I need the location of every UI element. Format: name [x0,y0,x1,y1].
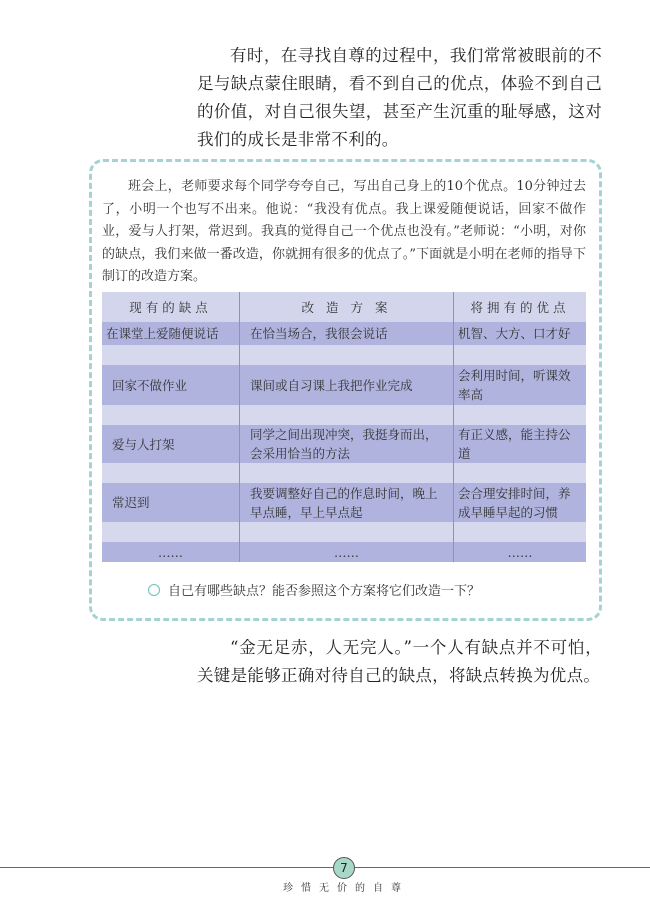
table-row [102,322,586,345]
table-cell: …… [240,542,454,562]
table-spacer [102,405,586,425]
table-cell: 机智、大方、口才好 [458,326,571,341]
table-row [102,365,586,405]
table-cell: 会合理安排时间，养成早睡早起的习惯 [458,485,571,520]
table-cell: 在课堂上爱随便说话 [102,322,240,345]
table-row [102,483,586,522]
header-cell: 改 造 方 案 [240,292,454,322]
question-text: 自己有哪些缺点？能否参照这个方案将它们改造一下？ [168,584,481,599]
table-cell: 回家不做作业 [102,365,240,405]
header-cell: 将拥有的优点 [470,299,570,315]
table-spacer [102,463,586,483]
table-spacer [102,345,586,365]
table-header-row [102,292,586,322]
conclusion-text: “金无足赤，人无完人。”一个人有缺点并不可怕，关键是能够正确对待自己的缺点，将缺点转换为优点。 [197,638,602,685]
table-row [102,425,586,463]
improvement-plan-table [102,292,586,562]
circle-bullet-icon [148,584,160,596]
story-text: 班会上，老师要求每个同学夸夸自己，写出自己身上的10个优点。10分钟过去了，小明一个也写不出来。他说：“我没有优点。我上课爱随便说话，回家不做作业，爱与人打架，常迟到。我真的觉得自己一个优点也没有。”老师说：“小明，对你的缺点，我们来做一番改造，你就拥有很多的优点了。”下面就是小明在老师的指导下制订的改造方案。 [102,179,586,284]
header-cell: 现有的缺点 [102,292,240,322]
table-cell: …… [507,544,533,560]
intro-paragraph [197,42,602,154]
intro-text: 有时，在寻找自尊的过程中，我们常常被眼前的不足与缺点蒙住眼睛，看不到自己的优点，体验不到自己的价值，对自己很失望，甚至产生沉重的耻辱感，这对我们的成长是非常不利的。 [197,46,602,149]
table-cell: 爱与人打架 [102,425,240,463]
table-cell: 会利用时间，听课效率高 [458,368,571,402]
table-cell: 同学之间出现冲突，我挺身而出，会采用恰当的方法 [240,425,454,463]
table-cell: …… [102,542,240,562]
footer-divider [0,867,650,868]
table-row [102,542,586,562]
table-cell: 课间或自习课上我把作业完成 [240,365,454,405]
conclusion-paragraph [197,634,602,690]
reflection-question [148,580,480,599]
table-cell: 有正义感，能主持公道 [458,427,571,461]
table-cell: 常迟到 [102,483,240,522]
book-title: 珍惜无价的自尊 [283,883,409,894]
table-cell: 我要调整好自己的作息时间，晚上早点睡，早上早点起 [240,483,454,522]
table-cell: 在恰当场合，我很会说话 [240,322,454,345]
page-number: 7 [333,857,355,879]
table-spacer [102,522,586,542]
